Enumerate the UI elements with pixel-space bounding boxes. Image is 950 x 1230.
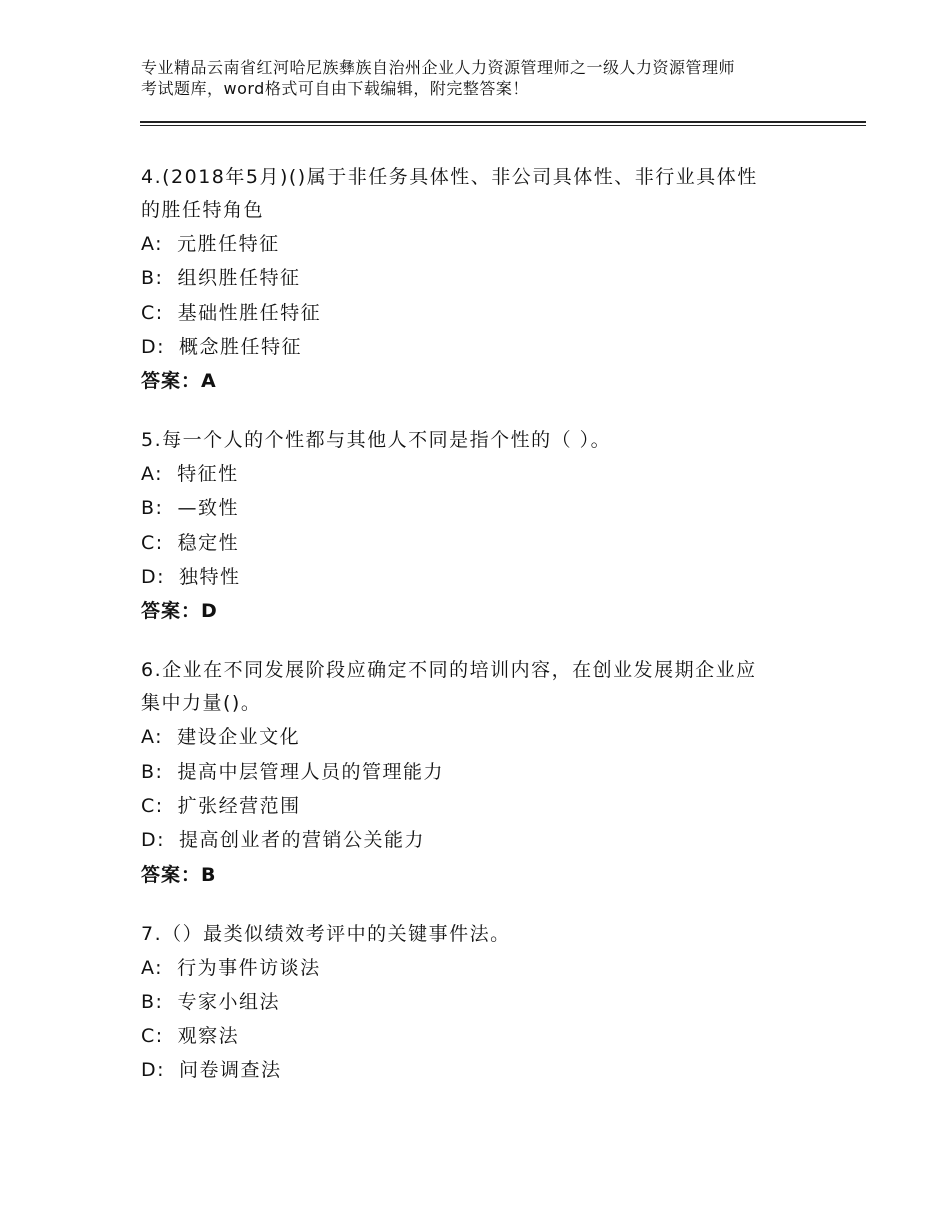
option-letter: D: [141,1059,166,1082]
option-c [141,526,841,560]
option-text: 提高中层管理人员的管理能力 [177,760,444,783]
option-text: 行为事件访谈法 [177,956,321,979]
header-divider-thin [140,125,866,126]
question-5 [141,424,841,628]
option-a [141,457,841,491]
option-letter: B: [141,267,164,290]
question-stem [141,654,841,720]
question-stem-line-1: 6.企业在不同发展阶段应确定不同的培训内容，在创业发展期企业应 [141,659,757,682]
question-stem [141,424,841,457]
option-letter: C: [141,531,164,554]
option-c [141,296,841,330]
option-d [141,560,841,594]
option-letter: A: [141,726,164,749]
option-text: 特征性 [177,463,239,486]
option-letter: D: [141,566,166,589]
question-stem-line-1: 4.(2018年5月)()属于非任务具体性、非公司具体性、非行业具体性 [141,166,758,188]
option-letter: B: [141,497,164,520]
question-stem-line-2: 的胜任特角色 [141,199,265,221]
option-b [141,491,841,525]
question-6 [141,654,841,891]
option-text: 提高创业者的营销公关能力 [179,829,426,852]
option-text: 扩张经营范围 [177,794,301,817]
option-text: 基础性胜任特征 [177,301,322,324]
answer-label: 答案：D [141,600,218,623]
option-d [141,823,841,857]
option-text: 建设企业文化 [177,726,301,749]
option-letter: A: [141,233,164,255]
option-letter: A: [141,463,164,486]
option-text: 组织胜任特征 [177,267,301,290]
answer-label: 答案：A [141,370,217,393]
option-d [141,1053,841,1087]
option-letter: D: [141,829,166,852]
option-d [141,330,841,364]
answer-label: 答案：B [141,863,217,886]
option-text: 稳定性 [177,531,240,554]
option-text: 观察法 [177,1025,240,1048]
question-list [141,161,841,1114]
option-b [141,755,841,789]
option-text: 独特性 [179,566,241,589]
option-c [141,789,841,823]
question-7 [141,918,841,1088]
option-letter: C: [141,794,164,817]
header-divider-thick [140,121,866,123]
option-text: 专家小组法 [177,990,280,1013]
option-a [141,227,841,261]
option-text: 问卷调查法 [179,1059,282,1082]
question-stem [141,161,841,227]
option-letter: A: [141,956,164,979]
question-stem-line-1: 5.每一个人的个性都与其他人不同是指个性的（ ）。 [141,429,612,452]
option-letter: B: [141,760,164,783]
option-text: 概念胜任特征 [179,335,303,358]
question-4 [141,161,841,398]
option-letter: B: [141,990,164,1013]
question-stem-line-1: 7.（）最类似绩效考评中的关键事件法。 [141,922,511,945]
option-b [141,261,841,295]
question-stem-line-2: 集中力量()。 [141,692,262,715]
option-letter: D: [141,335,166,358]
document-header [141,57,841,99]
header-line-2: 考试题库，word格式可自由下载编辑，附完整答案！ [141,79,529,98]
option-letter: C: [141,301,164,324]
option-letter: C: [141,1025,164,1048]
option-text: 元胜任特征 [177,233,280,255]
option-text: —致性 [177,497,239,520]
option-b [141,985,841,1019]
option-c [141,1019,841,1053]
option-a [141,720,841,754]
header-line-1: 专业精品云南省红河哈尼族彝族自治州企业人力资源管理师之一级人力资源管理师 [141,58,736,77]
option-a [141,951,841,985]
question-stem [141,918,841,951]
